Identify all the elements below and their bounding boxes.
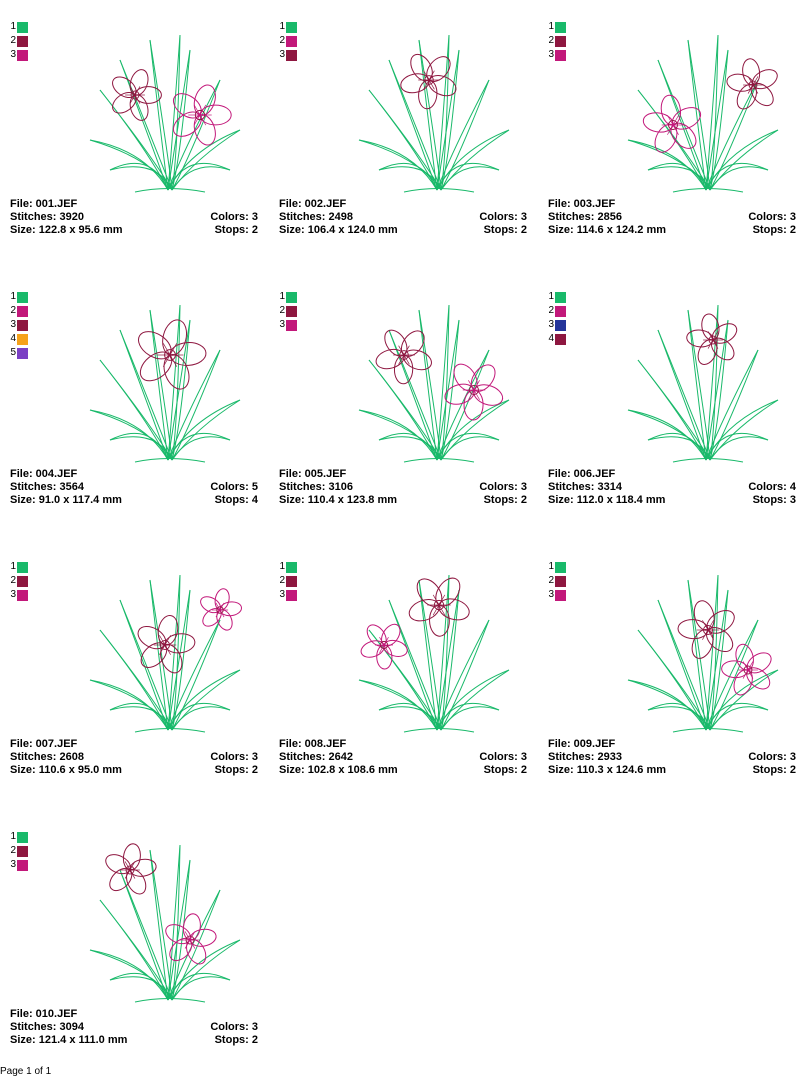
legend-row bbox=[6, 844, 28, 858]
design-size: Size: 122.8 x 95.6 mm bbox=[10, 224, 123, 236]
legend-number: 1 bbox=[10, 291, 16, 302]
legend-number: 1 bbox=[279, 291, 285, 302]
color-legend bbox=[544, 560, 566, 602]
color-swatch bbox=[17, 334, 28, 345]
design-size: Size: 121.4 x 111.0 mm bbox=[10, 1034, 128, 1046]
color-swatch bbox=[286, 576, 297, 587]
legend-number: 3 bbox=[10, 859, 16, 870]
embroidery-design-preview bbox=[349, 560, 524, 740]
legend-row bbox=[6, 574, 28, 588]
embroidery-design-preview bbox=[349, 290, 524, 470]
color-swatch bbox=[17, 320, 28, 331]
leaves-icon bbox=[90, 35, 240, 192]
flower-icon bbox=[103, 843, 158, 898]
legend-row bbox=[544, 318, 566, 332]
color-swatch bbox=[286, 306, 297, 317]
color-swatch bbox=[555, 36, 566, 47]
color-count: Colors: 3 bbox=[479, 211, 527, 223]
legend-number: 3 bbox=[279, 319, 285, 330]
design-size: Size: 110.6 x 95.0 mm bbox=[10, 764, 122, 776]
color-count: Colors: 4 bbox=[748, 481, 796, 493]
legend-row bbox=[275, 318, 297, 332]
embroidery-design-preview bbox=[618, 20, 793, 200]
legend-row bbox=[275, 48, 297, 62]
legend-number: 2 bbox=[279, 35, 285, 46]
flower-icon bbox=[109, 67, 162, 122]
page-footer: Page 1 of 1 bbox=[0, 1066, 52, 1077]
color-swatch bbox=[555, 50, 566, 61]
legend-number: 2 bbox=[548, 575, 554, 586]
stitch-count: Stitches: 2856 bbox=[548, 211, 622, 223]
flower-icon bbox=[642, 94, 704, 156]
legend-number: 2 bbox=[10, 305, 16, 316]
design-info bbox=[279, 198, 527, 237]
legend-number: 3 bbox=[548, 49, 554, 60]
design-info bbox=[548, 198, 796, 237]
color-swatch bbox=[286, 562, 297, 573]
flower-icon bbox=[399, 51, 459, 110]
color-legend bbox=[544, 290, 566, 346]
stop-count: Stops: 2 bbox=[214, 224, 258, 236]
legend-row bbox=[275, 20, 297, 34]
flower-icon bbox=[198, 587, 242, 632]
legend-row bbox=[544, 332, 566, 346]
color-swatch bbox=[286, 36, 297, 47]
color-swatch bbox=[17, 590, 28, 601]
design-info bbox=[548, 738, 796, 777]
design-size: Size: 110.3 x 124.6 mm bbox=[548, 764, 667, 776]
stitch-count: Stitches: 2933 bbox=[548, 751, 622, 763]
stop-count: Stops: 4 bbox=[214, 494, 258, 506]
color-swatch bbox=[555, 590, 566, 601]
legend-row bbox=[275, 560, 297, 574]
color-legend bbox=[544, 20, 566, 62]
file-name: File: 009.JEF bbox=[548, 738, 616, 750]
legend-row bbox=[544, 20, 566, 34]
stop-count: Stops: 2 bbox=[483, 494, 527, 506]
flower-icon bbox=[163, 913, 218, 968]
legend-row bbox=[544, 560, 566, 574]
color-swatch bbox=[17, 576, 28, 587]
design-info bbox=[10, 738, 258, 777]
color-count: Colors: 3 bbox=[210, 211, 258, 223]
design-info bbox=[10, 198, 258, 237]
color-swatch bbox=[17, 50, 28, 61]
legend-number: 2 bbox=[548, 305, 554, 316]
legend-number: 3 bbox=[10, 319, 16, 330]
color-count: Colors: 3 bbox=[479, 751, 527, 763]
leaves-icon bbox=[90, 305, 240, 462]
legend-row bbox=[6, 830, 28, 844]
leaves-icon bbox=[628, 305, 778, 462]
color-count: Colors: 3 bbox=[748, 751, 796, 763]
legend-number: 4 bbox=[548, 333, 554, 344]
stitch-count: Stitches: 3106 bbox=[279, 481, 353, 493]
design-size: Size: 114.6 x 124.2 mm bbox=[548, 224, 667, 236]
flower-icon bbox=[406, 574, 471, 637]
color-legend bbox=[6, 560, 28, 602]
legend-row bbox=[544, 290, 566, 304]
stop-count: Stops: 2 bbox=[483, 224, 527, 236]
color-count: Colors: 3 bbox=[210, 751, 258, 763]
legend-row bbox=[544, 574, 566, 588]
stitch-count: Stitches: 3314 bbox=[548, 481, 622, 493]
legend-row bbox=[6, 290, 28, 304]
legend-number: 1 bbox=[279, 21, 285, 32]
stop-count: Stops: 2 bbox=[483, 764, 527, 776]
stop-count: Stops: 3 bbox=[752, 494, 796, 506]
legend-number: 3 bbox=[10, 49, 16, 60]
flower-icon bbox=[726, 58, 781, 113]
legend-row bbox=[275, 574, 297, 588]
embroidery-design-preview bbox=[80, 290, 255, 470]
design-info bbox=[10, 1008, 258, 1047]
legend-row bbox=[6, 588, 28, 602]
legend-number: 4 bbox=[10, 333, 16, 344]
legend-row bbox=[6, 346, 28, 360]
legend-number: 3 bbox=[548, 589, 554, 600]
color-swatch bbox=[286, 22, 297, 33]
color-swatch bbox=[555, 22, 566, 33]
color-swatch bbox=[17, 860, 28, 871]
file-name: File: 010.JEF bbox=[10, 1008, 78, 1020]
flower-icon bbox=[134, 317, 207, 392]
stop-count: Stops: 2 bbox=[214, 764, 258, 776]
legend-number: 2 bbox=[548, 35, 554, 46]
design-info bbox=[279, 468, 527, 507]
legend-number: 3 bbox=[10, 589, 16, 600]
color-swatch bbox=[555, 334, 566, 345]
legend-number: 1 bbox=[548, 21, 554, 32]
leaves-icon bbox=[628, 575, 778, 732]
design-cell bbox=[538, 280, 796, 540]
legend-row bbox=[544, 34, 566, 48]
legend-number: 2 bbox=[10, 575, 16, 586]
file-name: File: 004.JEF bbox=[10, 468, 78, 480]
file-name: File: 005.JEF bbox=[279, 468, 347, 480]
color-swatch bbox=[286, 320, 297, 331]
design-cell bbox=[0, 550, 258, 810]
file-name: File: 003.JEF bbox=[548, 198, 616, 210]
stitch-count: Stitches: 2498 bbox=[279, 211, 353, 223]
design-info bbox=[279, 738, 527, 777]
design-cell bbox=[538, 10, 796, 270]
color-swatch bbox=[17, 292, 28, 303]
stop-count: Stops: 2 bbox=[752, 764, 796, 776]
legend-row bbox=[6, 318, 28, 332]
design-size: Size: 112.0 x 118.4 mm bbox=[548, 494, 666, 506]
legend-row bbox=[6, 858, 28, 872]
file-name: File: 006.JEF bbox=[548, 468, 616, 480]
legend-number: 2 bbox=[279, 575, 285, 586]
legend-number: 2 bbox=[279, 305, 285, 316]
stitch-count: Stitches: 2642 bbox=[279, 751, 353, 763]
color-swatch bbox=[286, 50, 297, 61]
design-size: Size: 110.4 x 123.8 mm bbox=[279, 494, 398, 506]
leaves-icon bbox=[359, 575, 509, 732]
legend-number: 1 bbox=[10, 561, 16, 572]
embroidery-design-preview bbox=[80, 20, 255, 200]
legend-number: 3 bbox=[279, 589, 285, 600]
legend-row bbox=[544, 48, 566, 62]
legend-row bbox=[544, 304, 566, 318]
design-cell bbox=[269, 280, 527, 540]
color-swatch bbox=[17, 348, 28, 359]
color-legend bbox=[275, 20, 297, 62]
color-count: Colors: 3 bbox=[479, 481, 527, 493]
file-name: File: 001.JEF bbox=[10, 198, 78, 210]
file-name: File: 002.JEF bbox=[279, 198, 347, 210]
legend-number: 2 bbox=[10, 845, 16, 856]
design-cell bbox=[0, 280, 258, 540]
color-count: Colors: 3 bbox=[210, 1021, 258, 1033]
stitch-count: Stitches: 2608 bbox=[10, 751, 84, 763]
color-legend bbox=[275, 560, 297, 602]
stitch-count: Stitches: 3564 bbox=[10, 481, 84, 493]
color-count: Colors: 3 bbox=[748, 211, 796, 223]
color-count: Colors: 5 bbox=[210, 481, 258, 493]
flower-icon bbox=[374, 326, 434, 384]
color-swatch bbox=[555, 562, 566, 573]
stitch-count: Stitches: 3094 bbox=[10, 1021, 84, 1033]
color-legend bbox=[6, 290, 28, 360]
embroidery-design-preview bbox=[618, 560, 793, 740]
legend-row bbox=[6, 304, 28, 318]
legend-row bbox=[6, 48, 28, 62]
legend-row bbox=[275, 34, 297, 48]
legend-number: 2 bbox=[10, 35, 16, 46]
color-swatch bbox=[555, 306, 566, 317]
design-size: Size: 102.8 x 108.6 mm bbox=[279, 764, 398, 776]
flower-icon bbox=[677, 599, 738, 662]
color-swatch bbox=[555, 320, 566, 331]
legend-row bbox=[275, 304, 297, 318]
color-swatch bbox=[555, 292, 566, 303]
embroidery-design-preview bbox=[80, 560, 255, 740]
file-name: File: 008.JEF bbox=[279, 738, 347, 750]
embroidery-design-preview bbox=[80, 830, 255, 1010]
color-legend bbox=[6, 830, 28, 872]
leaves-icon bbox=[359, 305, 509, 462]
legend-row bbox=[6, 34, 28, 48]
design-cell bbox=[269, 10, 527, 270]
legend-row bbox=[275, 588, 297, 602]
color-swatch bbox=[286, 292, 297, 303]
color-swatch bbox=[17, 22, 28, 33]
legend-number: 1 bbox=[548, 561, 554, 572]
color-legend bbox=[275, 290, 297, 332]
design-cell bbox=[0, 10, 258, 270]
stop-count: Stops: 2 bbox=[752, 224, 796, 236]
color-swatch bbox=[286, 590, 297, 601]
color-swatch bbox=[17, 846, 28, 857]
file-name: File: 007.JEF bbox=[10, 738, 78, 750]
design-cell bbox=[269, 550, 527, 810]
legend-number: 3 bbox=[548, 319, 554, 330]
color-swatch bbox=[17, 306, 28, 317]
leaves-icon bbox=[359, 35, 509, 192]
color-swatch bbox=[17, 562, 28, 573]
design-info bbox=[548, 468, 796, 507]
leaves-icon bbox=[90, 845, 240, 1002]
legend-number: 1 bbox=[10, 831, 16, 842]
legend-row bbox=[6, 332, 28, 346]
legend-number: 1 bbox=[10, 21, 16, 32]
legend-number: 1 bbox=[548, 291, 554, 302]
design-cell bbox=[538, 550, 796, 810]
design-size: Size: 91.0 x 117.4 mm bbox=[10, 494, 122, 506]
stitch-count: Stitches: 3920 bbox=[10, 211, 84, 223]
color-legend bbox=[6, 20, 28, 62]
design-size: Size: 106.4 x 124.0 mm bbox=[279, 224, 398, 236]
color-swatch bbox=[17, 832, 28, 843]
legend-number: 1 bbox=[279, 561, 285, 572]
legend-row bbox=[275, 290, 297, 304]
stop-count: Stops: 2 bbox=[214, 1034, 258, 1046]
color-swatch bbox=[555, 576, 566, 587]
flower-icon bbox=[359, 621, 409, 669]
color-swatch bbox=[17, 36, 28, 47]
leaves-icon bbox=[90, 575, 240, 732]
legend-number: 3 bbox=[279, 49, 285, 60]
legend-number: 5 bbox=[10, 347, 16, 358]
legend-row bbox=[6, 20, 28, 34]
embroidery-design-preview bbox=[618, 290, 793, 470]
legend-row bbox=[6, 560, 28, 574]
legend-row bbox=[544, 588, 566, 602]
embroidery-design-preview bbox=[349, 20, 524, 200]
design-info bbox=[10, 468, 258, 507]
design-cell bbox=[0, 820, 258, 1080]
